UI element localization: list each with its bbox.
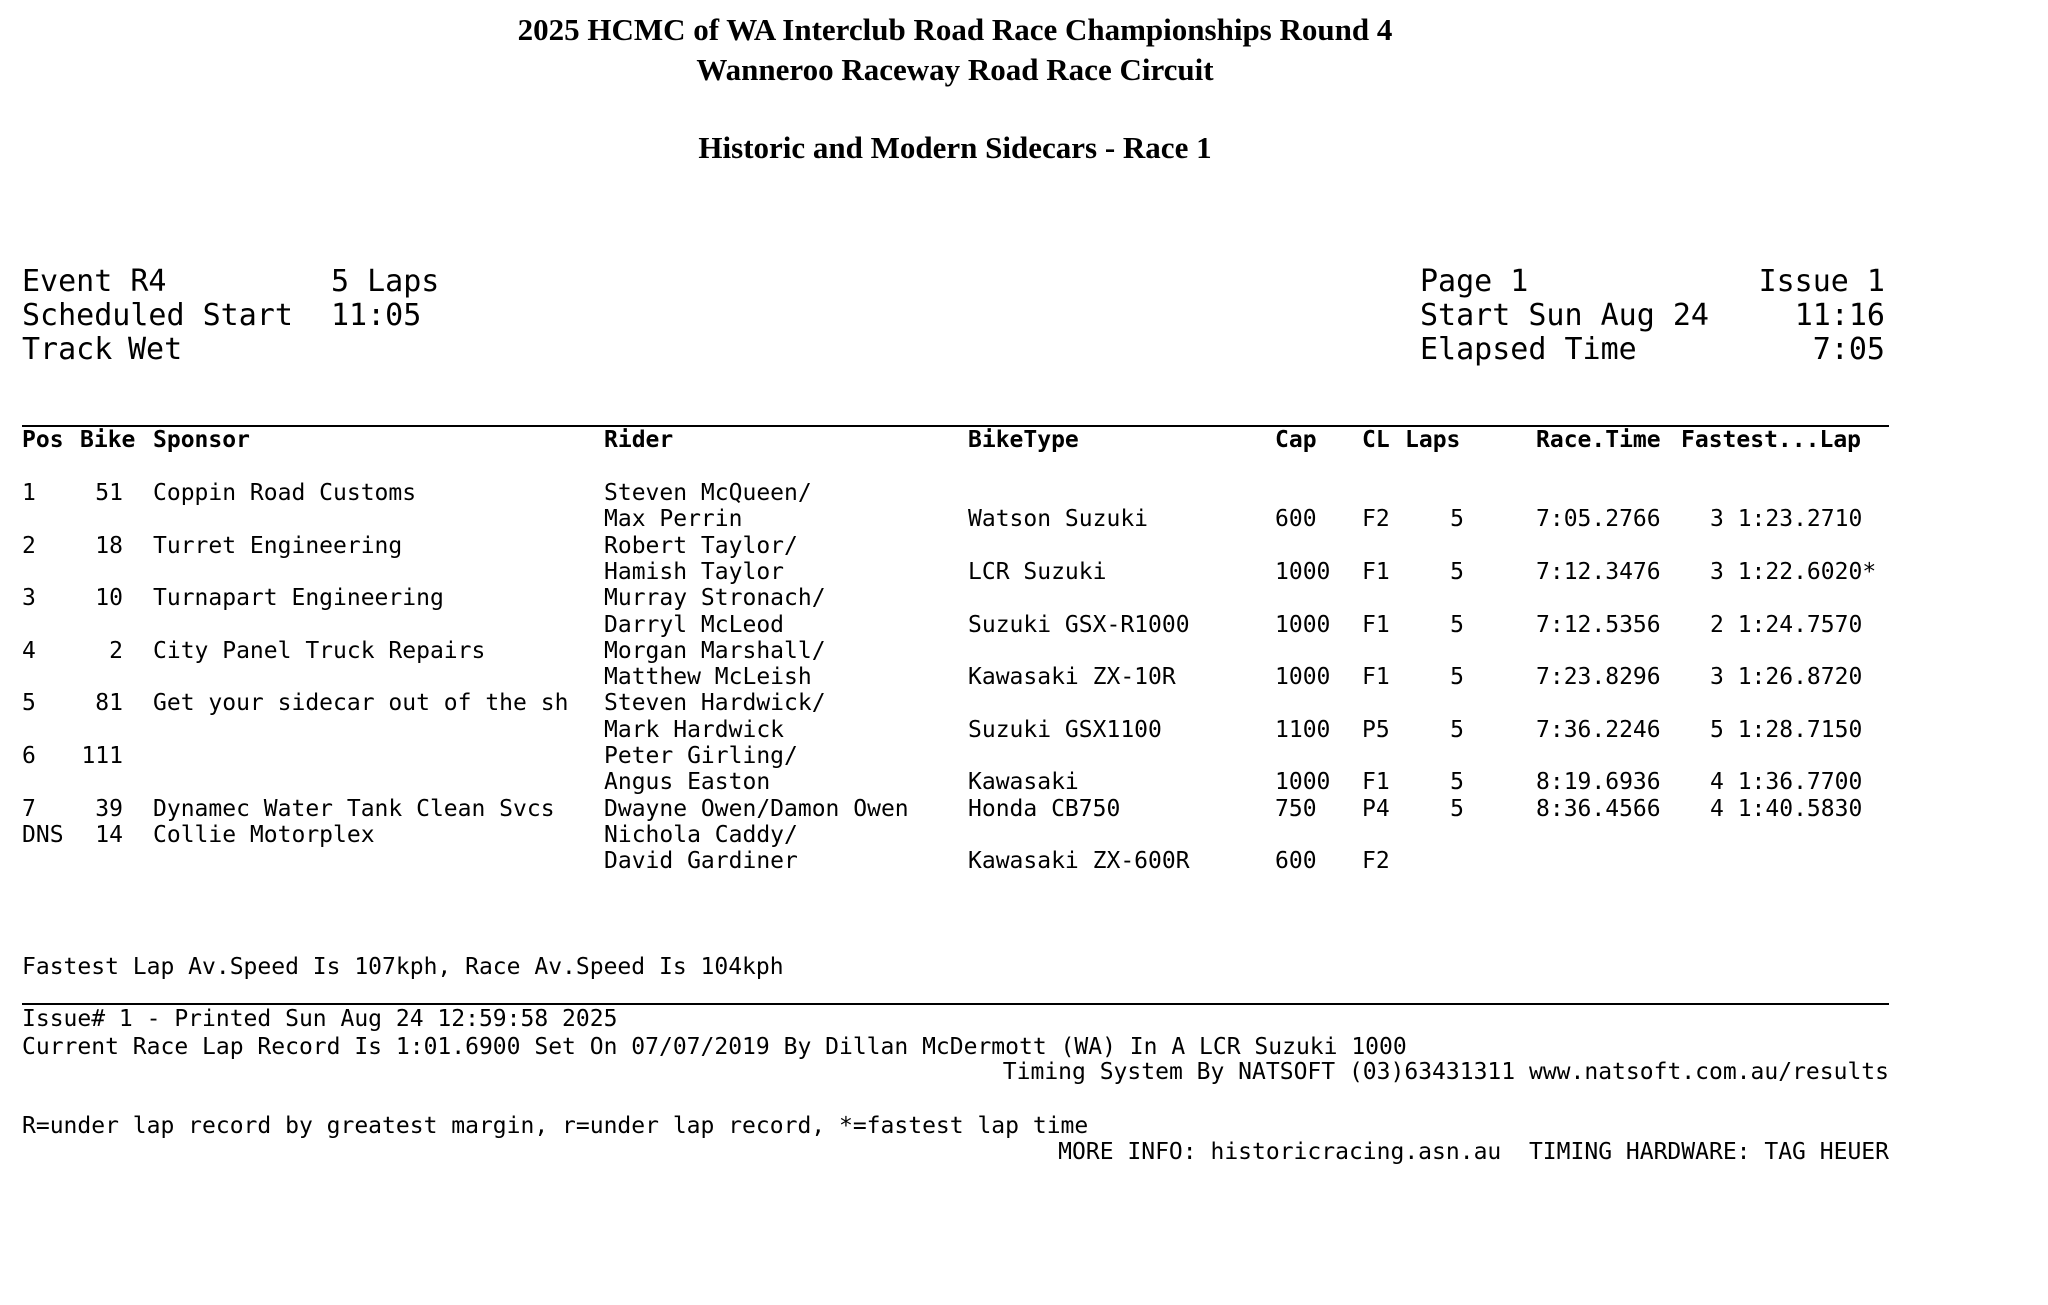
fastest-lap-cell: 3 1:23.2710 <box>1710 506 1863 533</box>
column-header-sponsor: Sponsor <box>153 427 250 453</box>
column-header-fastest-lap: Fastest...Lap <box>1681 427 1862 453</box>
sponsor-cell: Turret Engineering <box>153 532 403 559</box>
rider-cell: Murray Stronach/ <box>604 585 826 612</box>
class-cell: F1 <box>1362 558 1390 585</box>
track-condition: Wet <box>128 332 183 367</box>
class-cell: F2 <box>1362 506 1390 533</box>
co-rider-cell: Angus Easton <box>604 769 771 796</box>
fastest-lap-cell: 4 1:36.7700 <box>1710 769 1863 796</box>
position-cell: 2 <box>22 532 36 559</box>
co-rider-cell: Matthew McLeish <box>604 664 812 691</box>
fastest-lap-cell: 4 1:40.5830 <box>1710 795 1863 822</box>
bike-number-cell: 14 <box>95 821 123 848</box>
fastest-lap-cell: 3 1:26.8720 <box>1710 664 1863 691</box>
position-cell: 4 <box>22 637 36 664</box>
rider-cell: Peter Girling/ <box>604 743 798 769</box>
circuit-title: Wanneroo Raceway Road Race Circuit <box>696 52 1214 87</box>
laps-cell: 5 <box>1450 795 1464 822</box>
position-cell: 1 <box>22 480 36 506</box>
race-time-cell: 7:05.2766 <box>1536 506 1661 533</box>
championship-title: 2025 HCMC of WA Interclub Road Race Championships Round 4 <box>517 12 1393 47</box>
position-cell: 5 <box>22 690 36 717</box>
sponsor-cell: City Panel Truck Repairs <box>153 637 486 664</box>
laps-cell: 5 <box>1450 611 1464 638</box>
fastest-lap-cell: 3 1:22.6020* <box>1710 558 1877 585</box>
bike-type-cell: Kawasaki <box>968 769 1079 796</box>
bike-type-cell: Suzuki GSX-R1000 <box>968 611 1190 638</box>
bike-number-cell: 81 <box>95 690 123 717</box>
laps-cell: 5 <box>1450 716 1464 743</box>
position-cell: 3 <box>22 585 36 612</box>
rider-cell: Steven Hardwick/ <box>604 690 826 717</box>
class-cell: F1 <box>1362 611 1390 638</box>
capacity-cell: 750 <box>1275 795 1317 822</box>
capacity-cell: 600 <box>1275 848 1317 875</box>
bike-type-cell: LCR Suzuki <box>968 558 1107 585</box>
race-time-cell: 7:12.5356 <box>1536 611 1661 638</box>
race-time-cell: 7:36.2246 <box>1536 716 1661 743</box>
page-number: Page 1 <box>1420 264 1529 299</box>
scheduled-start-time: 11:05 <box>331 298 422 333</box>
legend-note: R=under lap record by greatest margin, r=under lap record, *=fastest lap time <box>22 1113 1089 1139</box>
capacity-cell: 600 <box>1275 506 1317 533</box>
column-header-race-time: Race.Time <box>1536 427 1661 453</box>
laps-cell: 5 <box>1450 769 1464 796</box>
co-rider-cell: Darryl McLeod <box>604 611 785 638</box>
start-date-label: Start Sun Aug 24 <box>1420 298 1709 333</box>
rider-cell: Morgan Marshall/ <box>604 637 826 664</box>
bike-type-cell: Watson Suzuki <box>968 506 1149 533</box>
column-header-rider: Rider <box>604 427 674 453</box>
column-header-cap: Cap <box>1275 427 1317 453</box>
class-cell: F1 <box>1362 664 1390 691</box>
sponsor-cell: Get your sidecar out of the sh <box>153 690 569 717</box>
footer-divider <box>22 1003 1889 1005</box>
elapsed-time: 7:05 <box>1812 332 1885 367</box>
bike-number-cell: 10 <box>95 585 123 612</box>
class-cell: F2 <box>1362 848 1390 875</box>
event-label: Event R4 <box>22 264 167 299</box>
laps-cell: 5 <box>1450 664 1464 691</box>
co-rider-cell: Max Perrin <box>604 506 743 533</box>
footer-credits <box>1003 1006 1889 1192</box>
co-rider-cell: Mark Hardwick <box>604 716 785 743</box>
speed-note: Fastest Lap Av.Speed Is 107kph, Race Av.Speed Is 104kph <box>22 954 784 980</box>
position-cell: 7 <box>22 795 36 822</box>
co-rider-cell: Hamish Taylor <box>604 558 785 585</box>
rider-cell: Steven McQueen/ <box>604 480 812 506</box>
sponsor-cell: Collie Motorplex <box>153 821 375 848</box>
rider-cell: Nichola Caddy/ <box>604 821 798 848</box>
rider-cell: Dwayne Owen/Damon Owen <box>604 795 909 822</box>
bike-number-cell: 2 <box>109 637 123 664</box>
scheduled-start-label: Scheduled Start <box>22 298 293 333</box>
class-cell: P4 <box>1362 795 1390 822</box>
capacity-cell: 1000 <box>1275 664 1331 691</box>
timing-system-credit: Timing System By NATSOFT (03)63431311 www.natsoft.com.au/results <box>1002 1059 1889 1085</box>
track-label: Track <box>22 332 113 367</box>
document-title-block <box>0 10 1910 90</box>
elapsed-time-label: Elapsed Time <box>1420 332 1637 367</box>
more-info-credit: MORE INFO: historicracing.asn.au TIMING HARDWARE: TAG HEUER <box>1058 1138 1889 1165</box>
printed-info: Issue# 1 - Printed Sun Aug 24 12:59:58 2025 <box>22 1006 618 1032</box>
bike-number-cell: 39 <box>95 795 123 822</box>
race-title: Historic and Modern Sidecars - Race 1 <box>698 130 1212 165</box>
column-header-laps: Laps <box>1405 427 1461 453</box>
capacity-cell: 1100 <box>1275 716 1331 743</box>
co-rider-cell: David Gardiner <box>604 848 798 875</box>
capacity-cell: 1000 <box>1275 611 1331 638</box>
class-cell: F1 <box>1362 769 1390 796</box>
capacity-cell: 1000 <box>1275 769 1331 796</box>
race-time-cell: 7:12.3476 <box>1536 558 1661 585</box>
bike-number-cell: 18 <box>95 532 123 559</box>
start-time: 11:16 <box>1794 298 1885 333</box>
bike-type-cell: Kawasaki ZX-600R <box>968 848 1190 875</box>
lap-record-note: Current Race Lap Record Is 1:01.6900 Set On 07/07/2019 By Dillan McDermott (WA) In A LCR Suzuki 1000 <box>22 1033 1407 1060</box>
sponsor-cell: Dynamec Water Tank Clean Svcs <box>153 795 555 822</box>
bike-type-cell: Suzuki GSX1100 <box>968 716 1162 743</box>
laps-cell: 5 <box>1450 558 1464 585</box>
class-cell: P5 <box>1362 716 1390 743</box>
race-time-cell: 8:19.6936 <box>1536 769 1661 796</box>
race-time-cell: 8:36.4566 <box>1536 795 1661 822</box>
issue-number: Issue 1 <box>1758 264 1885 299</box>
laps-cell: 5 <box>1450 506 1464 533</box>
fastest-lap-cell: 2 1:24.7570 <box>1710 611 1863 638</box>
sponsor-cell: Coppin Road Customs <box>153 480 417 506</box>
bike-number-cell: 51 <box>95 480 123 506</box>
column-header-biketype: BikeType <box>968 427 1079 453</box>
column-header-pos: Pos <box>22 427 64 453</box>
column-header-cl: CL <box>1362 427 1390 453</box>
column-header-bike: Bike <box>80 427 136 453</box>
laps-count: 5 Laps <box>331 264 440 299</box>
bike-number-cell: 111 <box>81 743 123 769</box>
position-cell: 6 <box>22 743 36 769</box>
position-cell: DNS <box>22 821 64 848</box>
bike-type-cell: Honda CB750 <box>968 795 1121 822</box>
race-time-cell: 7:23.8296 <box>1536 664 1661 691</box>
bike-type-cell: Kawasaki ZX-10R <box>968 664 1176 691</box>
sponsor-cell: Turnapart Engineering <box>153 585 444 612</box>
capacity-cell: 1000 <box>1275 558 1331 585</box>
rider-cell: Robert Taylor/ <box>604 532 798 559</box>
fastest-lap-cell: 5 1:28.7150 <box>1710 716 1863 743</box>
